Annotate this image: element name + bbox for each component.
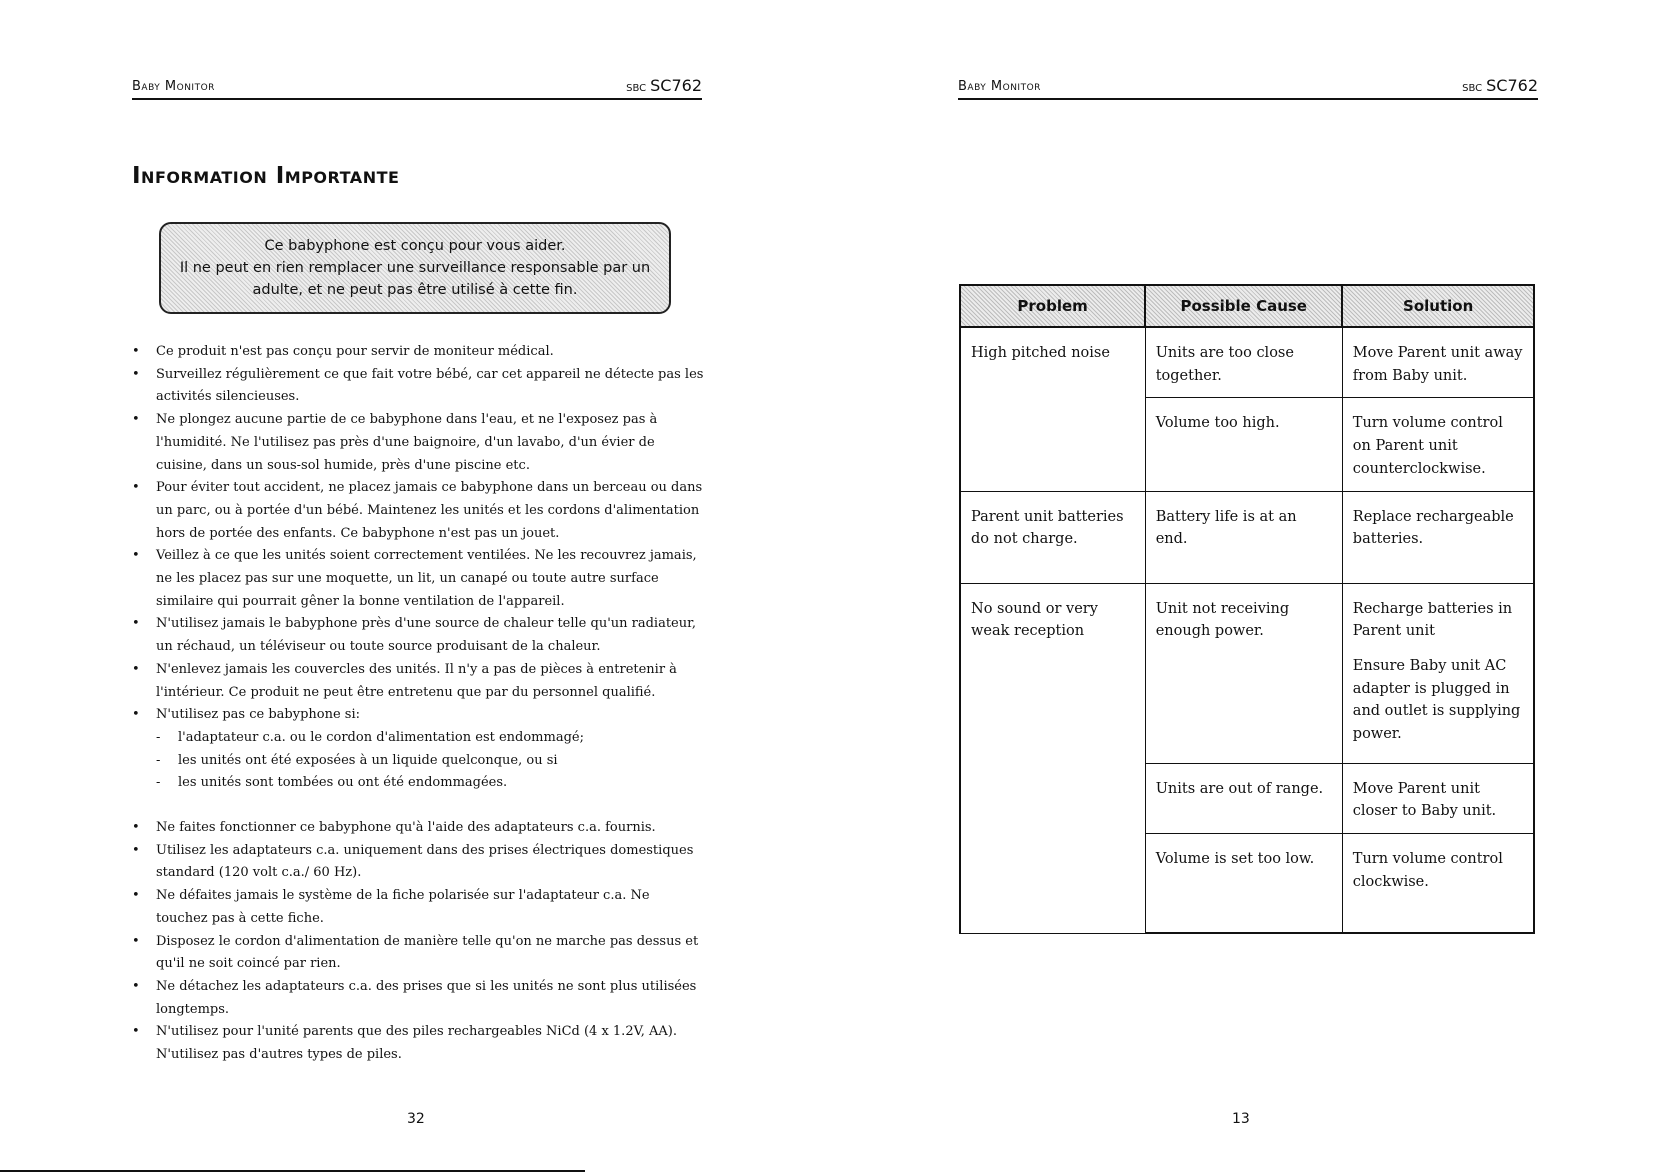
list-item: • N'utilisez pour l'unité parents que des piles rechargeables NiCd (4 x 1.2V, AA). N'utilisez pas d'autres types de piles.	[130, 1021, 705, 1066]
column-header-solution: Solution	[1342, 285, 1534, 327]
sub-list-item: - les unités ont été exposées à un liquide quelconque, ou si	[130, 750, 705, 773]
solution-cell	[1342, 833, 1534, 933]
cause-cell: Volume is set too low.	[1145, 833, 1342, 933]
model-prefix: SBC	[626, 83, 647, 94]
list-item: • Ne plongez aucune partie de ce babyphone dans l'eau, et ne l'exposez pas à l'humidité. Ne l'utilisez pas près d'une baignoire, d'un lavabo, d'un évier de cuisine, dans un sous-sol humide, près d'une piscine etc.	[130, 409, 705, 477]
problem-cell: High pitched noise	[960, 327, 1145, 491]
cause-cell: Volume too high.	[1145, 398, 1342, 491]
table-header-row	[960, 285, 1534, 327]
solution-text: Ensure Baby unit AC adapter is plugged in and outlet is supplying power.	[1352, 657, 1521, 743]
running-head	[958, 74, 1538, 100]
solution-text: Recharge batteries in Parent unit	[1352, 600, 1513, 640]
warning-line: Il ne peut en rien remplacer une surveillance responsable par un	[179, 260, 651, 276]
page-number: 32	[407, 1111, 425, 1127]
solution-text: Turn volume control on Parent unit counterclockwise.	[1352, 415, 1503, 477]
table-row	[960, 327, 1534, 398]
running-head-model	[626, 76, 702, 95]
solution-cell	[1342, 327, 1534, 398]
bottom-rule	[0, 1170, 585, 1172]
list-item: • Disposez le cordon d'alimentation de manière telle qu'on ne marche pas dessus et qu'il ne soit coincé par rien.	[130, 931, 705, 976]
troubleshooting-table	[959, 284, 1535, 934]
solution-text: Replace rechargeable batteries.	[1352, 508, 1514, 548]
running-head-title: Baby Monitor	[132, 79, 215, 94]
running-head-title: Baby Monitor	[958, 79, 1041, 94]
solution-text: Turn volume control clockwise.	[1352, 850, 1503, 890]
solution-cell	[1342, 491, 1534, 583]
list-item: • Pour éviter tout accident, ne placez jamais ce babyphone dans un berceau ou dans un parc, ou à portée d'un bébé. Maintenez les unités et les cordons d'alimentation hors de portée des enfants. Ce babyphone n'est pas un jouet.	[130, 477, 705, 545]
list-item: • Surveillez régulièrement ce que fait votre bébé, car cet appareil ne détecte pas les activités silencieuses.	[130, 364, 705, 409]
warning-line: Ce babyphone est conçu pour vous aider.	[264, 238, 566, 254]
safety-list	[130, 341, 705, 1067]
right-page	[828, 0, 1656, 1174]
solution-text: Move Parent unit away from Baby unit.	[1352, 345, 1523, 384]
table-row	[960, 491, 1534, 583]
problem-cell: No sound or very weak reception	[960, 583, 1145, 933]
solution-cell	[1342, 583, 1534, 763]
column-header-cause: Possible Cause	[1145, 285, 1342, 327]
section-title: Information Importante	[132, 163, 400, 189]
list-item: • Utilisez les adaptateurs c.a. uniquement dans des prises électriques domestiques standard (120 volt c.a./ 60 Hz).	[130, 840, 705, 885]
list-item: • Ne faites fonctionner ce babyphone qu'à l'aide des adaptateurs c.a. fournis.	[130, 817, 705, 840]
running-head	[132, 74, 702, 100]
running-head-model	[1462, 76, 1538, 95]
cause-cell: Units are too close together.	[1145, 327, 1342, 398]
sub-list-item: - l'adaptateur c.a. ou le cordon d'alimentation est endommagé;	[130, 727, 705, 750]
table-row	[960, 583, 1534, 763]
cause-cell: Battery life is at an end.	[1145, 491, 1342, 583]
list-item: • N'enlevez jamais les couvercles des unités. Il n'y a pas de pièces à entretenir à l'intérieur. Ce produit ne peut être entretenu que par du personnel qualifié.	[130, 659, 705, 704]
cause-cell: Units are out of range.	[1145, 763, 1342, 833]
column-header-problem: Problem	[960, 285, 1145, 327]
solution-cell	[1342, 763, 1534, 833]
list-item: • N'utilisez jamais le babyphone près d'une source de chaleur telle qu'un radiateur, un réchaud, un téléviseur ou toute source produisant de la chaleur.	[130, 613, 705, 658]
solution-text: Move Parent unit closer to Baby unit.	[1352, 780, 1497, 820]
model-number: SC762	[650, 76, 702, 95]
warning-box	[159, 222, 671, 314]
problem-cell: Parent unit batteries do not charge.	[960, 491, 1145, 583]
list-item: • Ne défaites jamais le système de la fiche polarisée sur l'adaptateur c.a. Ne touchez pas à cette fiche.	[130, 885, 705, 930]
solution-cell	[1342, 398, 1534, 491]
page-number: 13	[1232, 1111, 1250, 1127]
list-item: • N'utilisez pas ce babyphone si:	[130, 704, 705, 727]
model-number: SC762	[1486, 76, 1538, 95]
sub-list-item: - les unités sont tombées ou ont été endommagées.	[130, 772, 705, 795]
warning-line: adulte, et ne peut pas être utilisé à cette fin.	[252, 282, 578, 298]
list-item: • Ne détachez les adaptateurs c.a. des prises que si les unités ne sont plus utilisées longtemps.	[130, 976, 705, 1021]
list-item: • Veillez à ce que les unités soient correctement ventilées. Ne les recouvrez jamais, ne les placez pas sur une moquette, un lit, un canapé ou toute autre surface similaire qui pourrait gêner la bonne ventilation de l'appareil.	[130, 545, 705, 613]
cause-cell: Unit not receiving enough power.	[1145, 583, 1342, 763]
list-item: • Ce produit n'est pas conçu pour servir de moniteur médical.	[130, 341, 705, 364]
model-prefix: SBC	[1462, 83, 1483, 94]
